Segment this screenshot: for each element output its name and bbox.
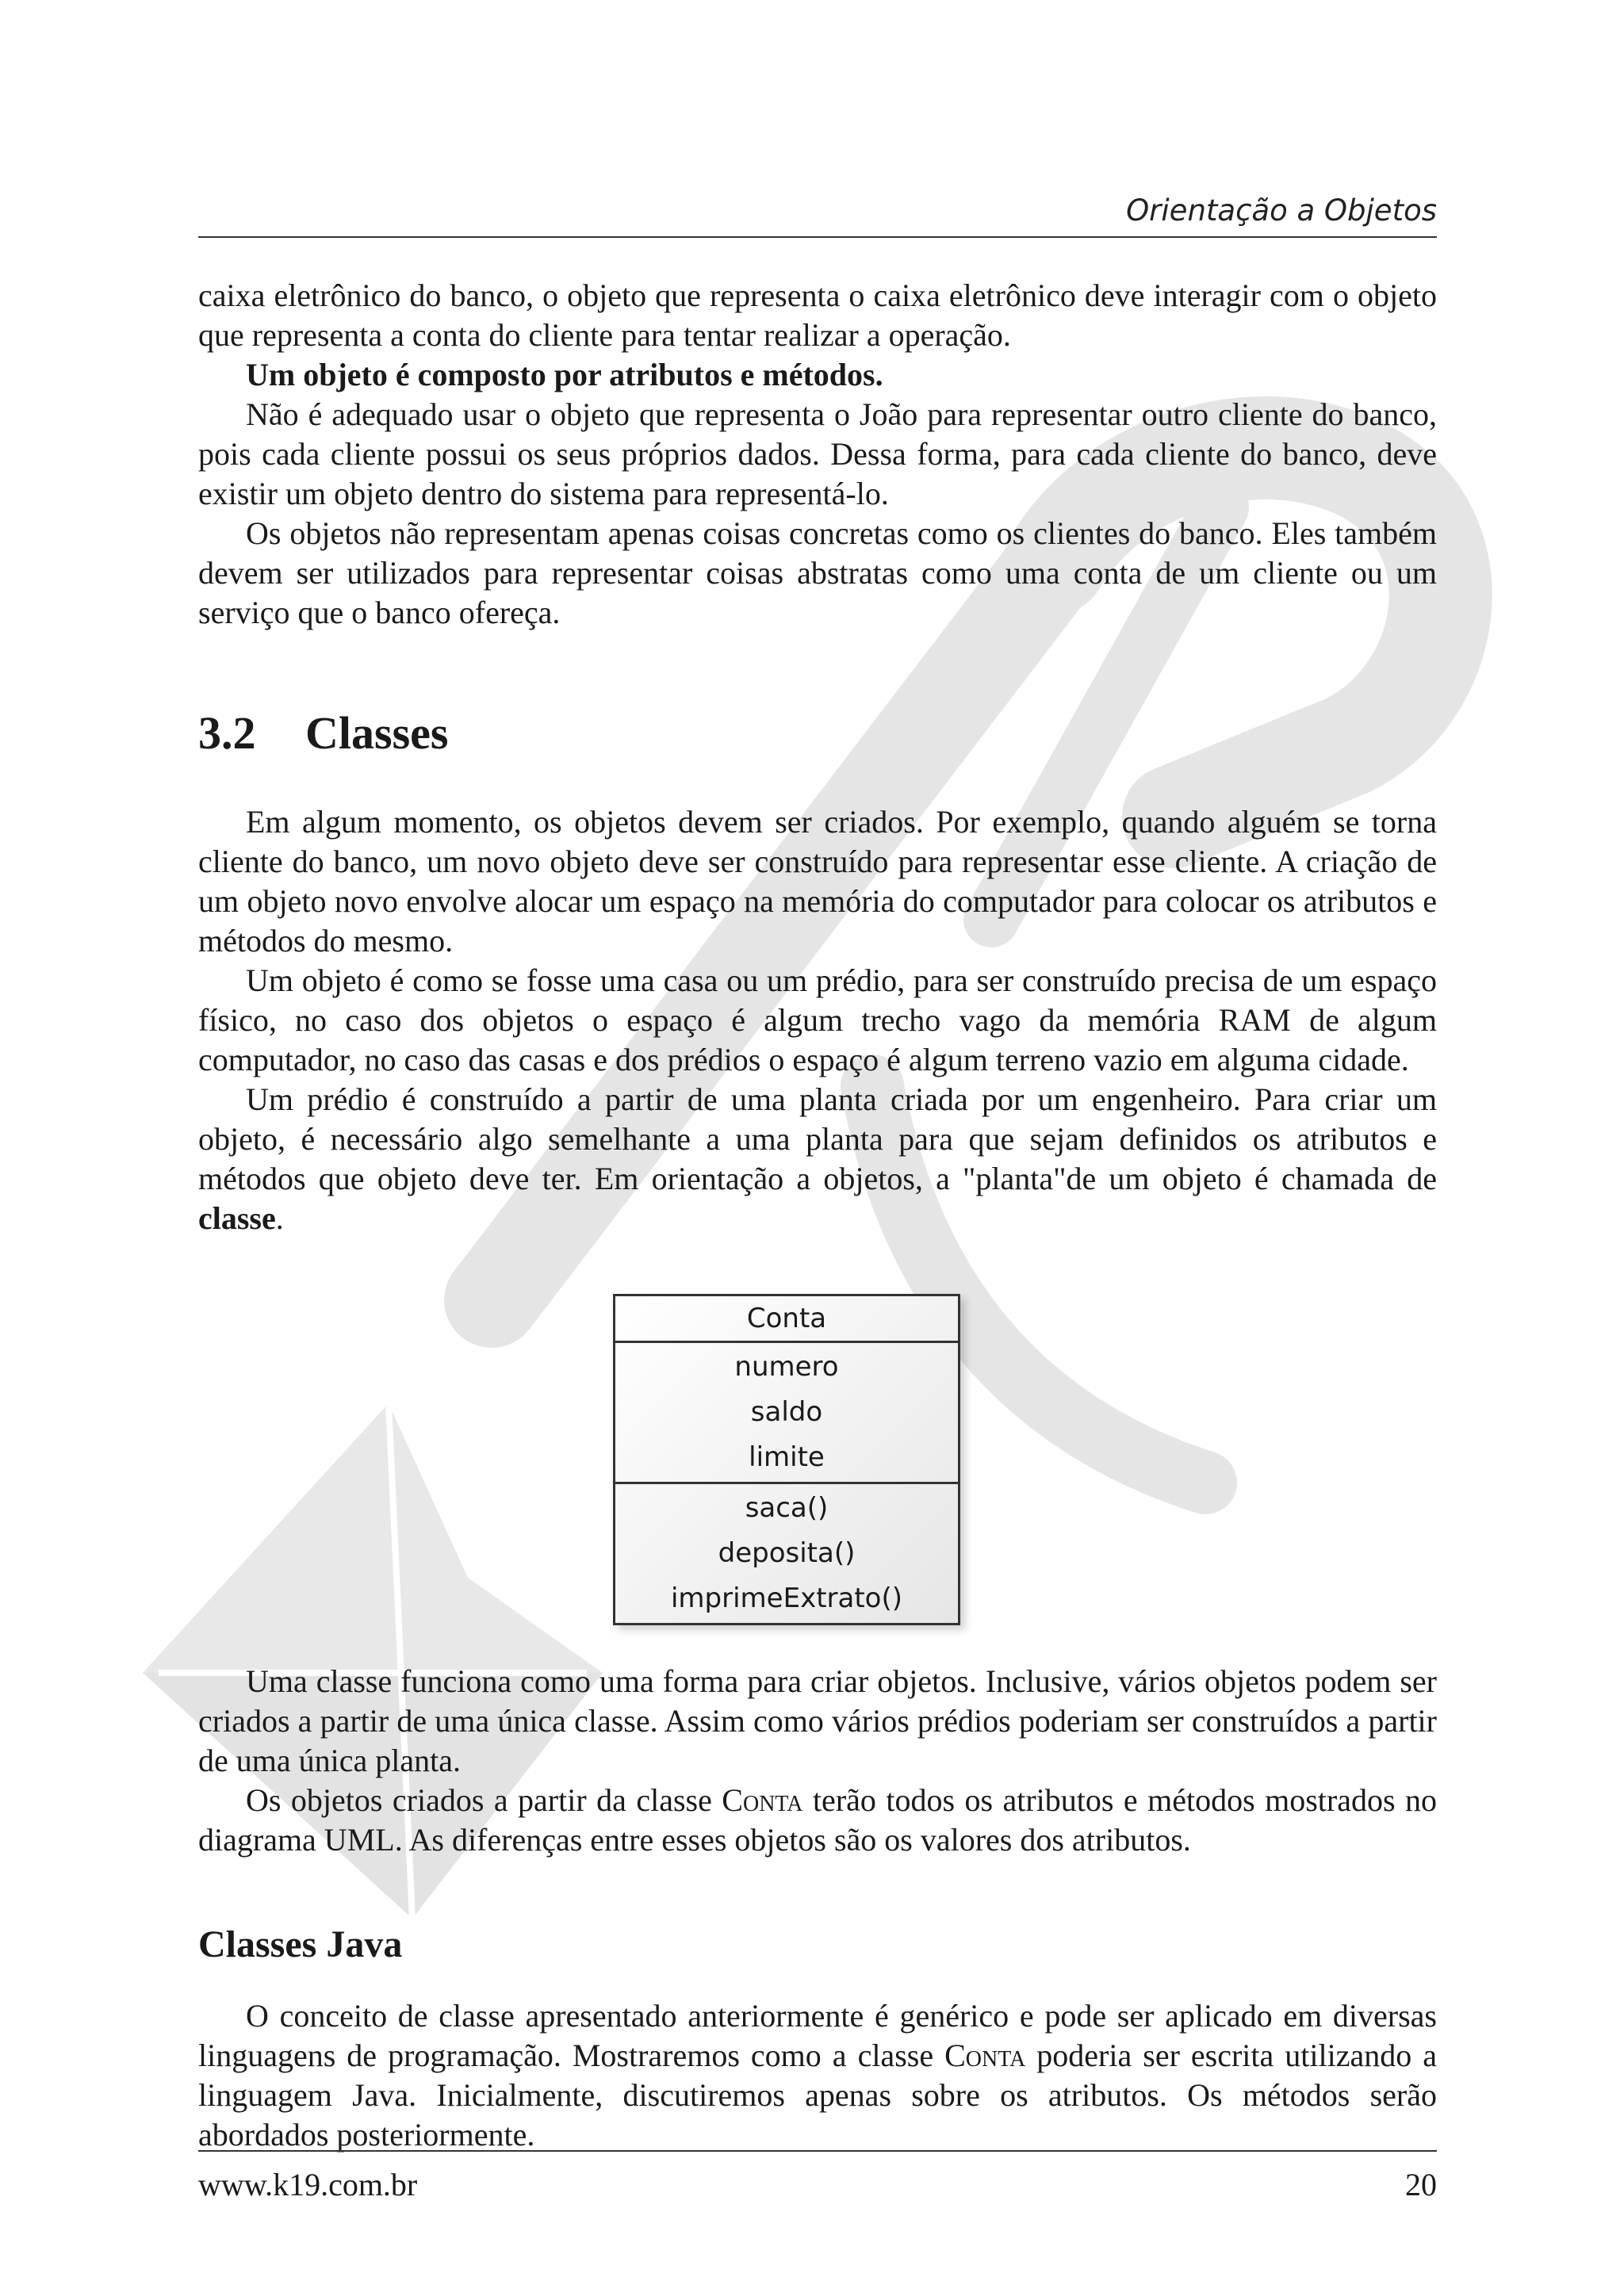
section-number: 3.2 — [198, 707, 256, 759]
footer-rule — [198, 2150, 1437, 2152]
section-paragraph-3 — [198, 1080, 1437, 1238]
subsection-paragraph-1-b: poderia ser escrita utilizando a linguagem Java. Inicialmente, discutiremos apenas sobre os atributos. Os métodos serão abordados posteriormente. — [198, 2038, 1438, 2152]
uml-attribute: numero — [734, 1351, 839, 1383]
section-paragraph-3-end: . — [275, 1200, 284, 1236]
intro-paragraph-1: caixa eletrônico do banco, o objeto que representa o caixa eletrônico deve interagir com o objeto que representa a conta do cliente para tentar realizar a operação. — [198, 277, 1437, 353]
uml-attributes — [615, 1343, 958, 1484]
uml-methods — [615, 1484, 958, 1623]
subsection-paragraph-1-a: O conceito de classe apresentado anteriormente é genérico e pode ser aplicado em diversas linguagens de programação. Mostraremos como a classe — [198, 1998, 1437, 2073]
subsection-heading: Classes Java — [198, 1923, 403, 1965]
section-paragraph-1: Em algum momento, os objetos devem ser criados. Por exemplo, quando alguém se torna cliente do banco, um novo objeto deve ser construído para representar esse cliente. A criação de um objeto novo envolve alocar um espaço na memória do computador para colocar os atributos e métodos do mesmo. — [198, 804, 1437, 959]
conta-class-ref: Conta — [722, 1782, 803, 1818]
section-heading — [198, 706, 1437, 761]
section-paragraph-5 — [198, 1781, 1437, 1860]
section-paragraph-3-text: Um prédio é construído a partir de uma planta criada por um engenheiro. Para criar um objeto, é necessário algo semelhante a uma planta para que sejam definidos os atributos e métodos que objeto deve ter. Em orientação a objetos, a "planta"de um objeto é chamada de — [198, 1081, 1437, 1196]
intro-bold-statement: Um objeto é composto por atributos e métodos. — [246, 357, 883, 392]
page-number: 20 — [1405, 2167, 1437, 2202]
uml-attribute: limite — [749, 1441, 825, 1473]
footer-url: www.k19.com.br — [198, 2167, 418, 2202]
uml-figure — [198, 1294, 1437, 1614]
page — [198, 0, 1437, 2296]
uml-class-box — [613, 1294, 960, 1625]
uml-method: saca() — [745, 1492, 829, 1524]
conta-class-ref: Conta — [944, 2038, 1026, 2073]
intro-paragraph-3: Não é adequado usar o objeto que representa o João para representar outro cliente do banco, pois cada cliente possui os seus próprios dados. Dessa forma, para cada cliente do banco, deve existir um objeto dentro do sistema para representá-lo. — [198, 396, 1437, 511]
subsection-paragraph-1 — [198, 1996, 1437, 2155]
section-paragraph-5-a: Os objetos criados a partir da classe — [246, 1782, 722, 1818]
header-rule — [198, 236, 1437, 238]
running-header: Orientação a Objetos — [1126, 193, 1437, 228]
uml-method: deposita() — [718, 1537, 856, 1569]
intro-paragraph-4: Os objetos não representam apenas coisas concretas como os clientes do banco. Eles também devem ser utilizados para representar coisas abstratas como uma conta de um cliente ou um serviço que o banco ofereça. — [198, 515, 1437, 630]
uml-method: imprimeExtrato() — [670, 1582, 903, 1614]
section-title: Classes — [305, 707, 449, 759]
section-paragraph-5-b: terão todos os atributos e métodos mostrados no diagrama UML. As diferenças entre esses objetos são os valores dos atributos. — [198, 1782, 1437, 1858]
uml-attribute: saldo — [750, 1396, 823, 1428]
uml-class-name: Conta — [615, 1296, 958, 1343]
body-text — [198, 276, 1437, 2155]
section-paragraph-2: Um objeto é como se fosse uma casa ou um prédio, para ser construído precisa de um espaço físico, no caso dos objetos o espaço é algum trecho vago da memória RAM de algum computador, no caso das casas e dos prédios o espaço é algum terreno vazio em alguma cidade. — [198, 962, 1437, 1077]
classe-term: classe — [198, 1200, 276, 1236]
section-paragraph-4: Uma classe funciona como uma forma para criar objetos. Inclusive, vários objetos podem ser criados a partir de uma única classe. Assim como vários prédios poderiam ser construídos a partir de uma única planta. — [198, 1663, 1437, 1778]
